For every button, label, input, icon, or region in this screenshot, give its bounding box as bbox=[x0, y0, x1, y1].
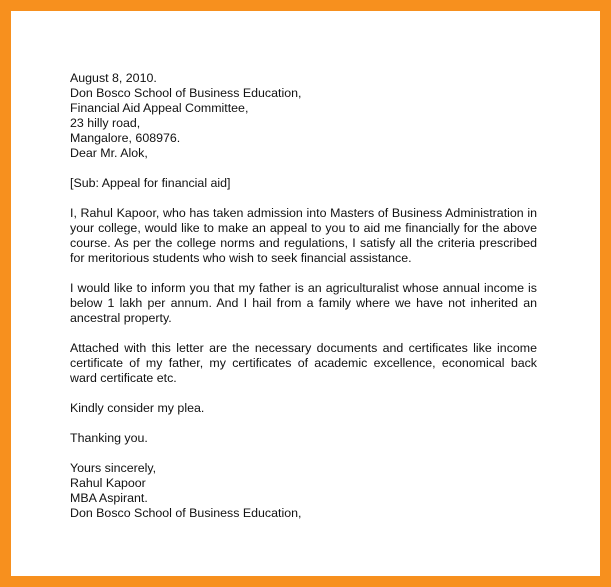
sender-address bbox=[70, 71, 537, 161]
letter-body bbox=[70, 71, 537, 521]
paragraph-thanks: Thanking you. bbox=[70, 431, 148, 445]
subject-line: [Sub: Appeal for financial aid] bbox=[70, 176, 231, 190]
paragraph-plea: Kindly consider my plea. bbox=[70, 401, 205, 415]
closing: Yours sincerely, bbox=[70, 461, 157, 475]
signature-block bbox=[70, 461, 537, 521]
letter-date: August 8, 2010. bbox=[70, 71, 157, 85]
paragraph-admission: I, Rahul Kapoor, who has taken admission into Masters of Business Administration in your college, would like to make an appeal to you to aid me financially for the above course. As per the college norms and regulations, I satisfy all the criteria prescribed for meritorious students who wish to seek financial assistance. bbox=[70, 206, 537, 265]
salutation: Dear Mr. Alok, bbox=[70, 146, 148, 160]
signer-title: MBA Aspirant. bbox=[70, 491, 148, 505]
address-line: Don Bosco School of Business Education, bbox=[70, 86, 302, 100]
signer-name: Rahul Kapoor bbox=[70, 476, 146, 490]
address-line: Mangalore, 608976. bbox=[70, 131, 181, 145]
paragraph-family: I would like to inform you that my father is an agriculturalist whose annual income is below 1 lakh per annum. And I hail from a family where we have not inherited an ancestral property. bbox=[70, 281, 537, 325]
address-line: 23 hilly road, bbox=[70, 116, 141, 130]
paragraph-attachments: Attached with this letter are the necessary documents and certificates like income certificate of my father, my certificates of academic excellence, economical back ward certificate etc. bbox=[70, 341, 537, 385]
signer-institution: Don Bosco School of Business Education, bbox=[70, 506, 302, 520]
address-line: Financial Aid Appeal Committee, bbox=[70, 101, 249, 115]
